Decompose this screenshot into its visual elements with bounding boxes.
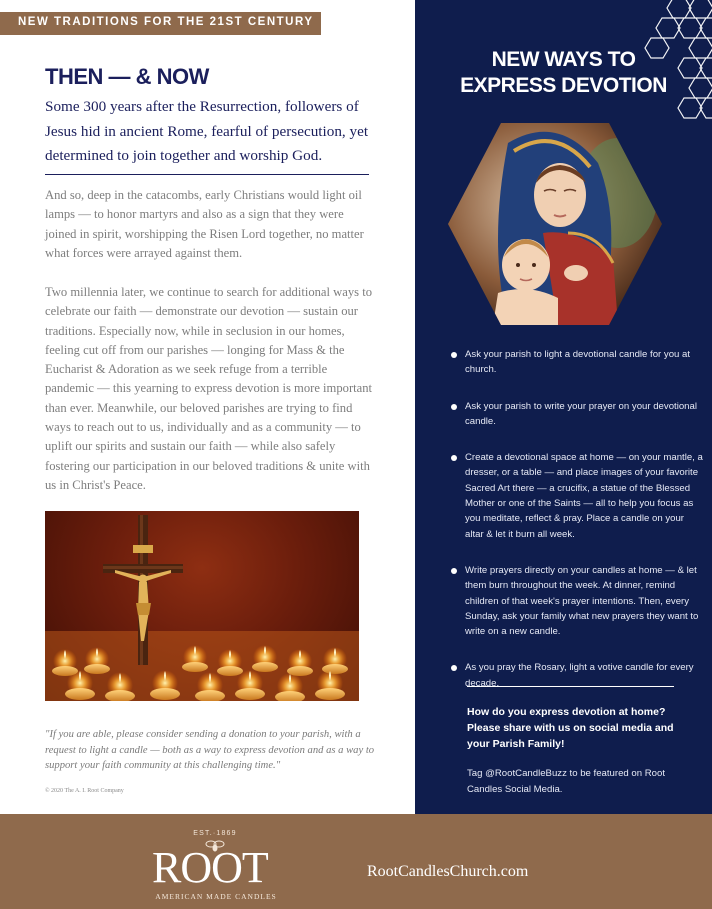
crucifix-candles-illustration bbox=[45, 511, 359, 701]
list-item bbox=[449, 563, 704, 639]
sidebar-title bbox=[415, 47, 712, 99]
list-item bbox=[449, 450, 704, 542]
established-year: EST.·1869 bbox=[193, 830, 237, 837]
logo-tagline: AMERICAN MADE CANDLES bbox=[155, 892, 277, 901]
tip-text: Write prayers directly on your candles at home — & let them burn throughout the week. At dinner, remind children of that week's prayer intentions. Then, every Sunday, ask your family what new prayers they want to write on a new candle. bbox=[465, 564, 699, 638]
sidebar-divider bbox=[467, 686, 674, 687]
section-banner bbox=[0, 12, 321, 35]
article-paragraph-1: And so, deep in the catacombs, early Christians would light oil lamps — to honor martyrs and also as a sign that they were joined in spirit, worshipping the Risen Lord together, no matter what forces were arrayed against them. bbox=[45, 188, 364, 260]
bullet-icon bbox=[451, 352, 457, 358]
tip-text: Ask your parish to light a devotional candle for you at church. bbox=[465, 349, 691, 376]
bullet-icon bbox=[451, 568, 457, 574]
copyright: © 2020 The A. I. Root Company bbox=[45, 788, 124, 794]
article-lead: Some 300 years after the Resurrection, followers of Jesus hid in ancient Rome, fearful of persecution, yet determined to join together and worship God. bbox=[45, 98, 369, 164]
devotion-tips-list bbox=[449, 347, 704, 712]
donation-quote: "If you are able, please consider sending a donation to your parish, with a request to light a candle — both as a way to express devotion and as a way to support your faith community at this challenging time." bbox=[45, 729, 375, 772]
share-prompt: How do you express devotion at home? Please share with us on social media and your Parish Family! bbox=[467, 706, 674, 750]
social-tag: Tag @RootCandleBuzz to be featured on Root Candles Social Media. bbox=[467, 768, 666, 795]
bullet-icon bbox=[451, 404, 457, 410]
banner-label: NEW TRADITIONS FOR THE 21ST CENTURY bbox=[18, 16, 314, 28]
list-item bbox=[449, 399, 704, 430]
crucifix-candles-photo bbox=[45, 511, 359, 701]
devotion-sidebar bbox=[415, 0, 712, 814]
root-logo: ROOT bbox=[152, 843, 268, 892]
divider bbox=[45, 174, 369, 175]
article-title: THEN — & NOW bbox=[45, 64, 209, 89]
madonna-child-image bbox=[448, 123, 662, 325]
tip-text: Create a devotional space at home — on your mantle, a dresser, or a table — and place images of your favorite Sacred Art there — a crucifix, a statue of the Blessed Mother or one of the Saints — all to help you focus as you meditate, reflect & pray. Place a candle on your altar & let it burn all week. bbox=[465, 452, 703, 540]
sidebar-title-line2: EXPRESS DEVOTION bbox=[460, 74, 667, 97]
tip-text: Ask your parish to write your prayer on your devotional candle. bbox=[465, 400, 697, 427]
list-item bbox=[449, 347, 704, 378]
website-link[interactable]: RootCandlesChurch.com bbox=[367, 863, 529, 880]
footer bbox=[0, 814, 712, 909]
article-paragraph-2: Two millennia later, we continue to search for additional ways to celebrate our faith — demonstrate our devotion — sustain our traditions. Especially now, while in seclusion in our homes, feeling cut off from our parishes — longing for Mass & the Eucharist & Adoration as we seek refuge from a terrible pandemic — this yearning to express devotion is more important than ever. Meanwhile, our beloved parishes are trying to find ways to reach out to us, individually and as a community — to uplift our spirits and sustain our faith — while also safely fostering our participation in our beloved traditions & unite with us in Christ's Peace. bbox=[45, 285, 373, 492]
bullet-icon bbox=[451, 455, 457, 461]
sidebar-title-line1: NEW WAYS TO bbox=[491, 48, 636, 71]
bullet-icon bbox=[451, 665, 457, 671]
tip-text: As you pray the Rosary, light a votive candle for every decade. bbox=[465, 662, 694, 689]
